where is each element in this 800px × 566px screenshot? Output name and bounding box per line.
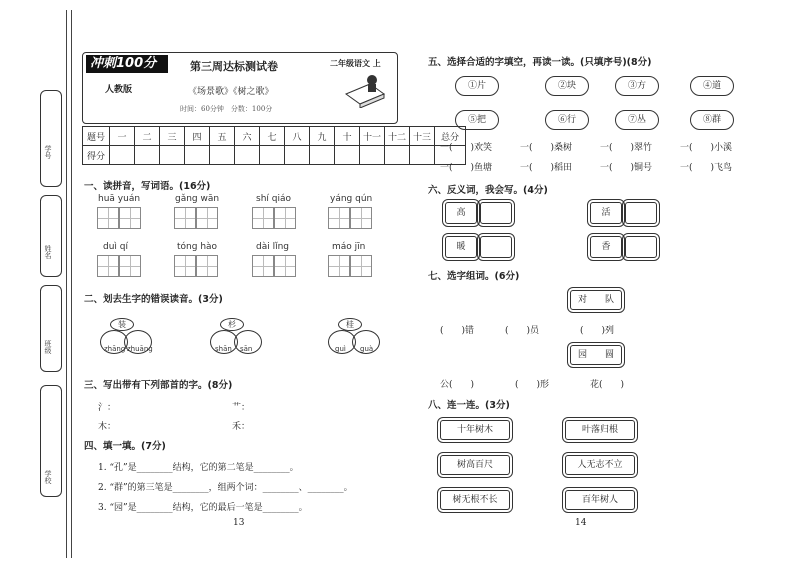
table-cell: 六 (235, 127, 260, 146)
fill-line[interactable]: 1. “孔”是________结构，它的第二笔是________。 (98, 463, 299, 473)
score-cell[interactable] (385, 146, 410, 165)
sidebar-box-class (40, 285, 62, 372)
table-cell: 三 (160, 127, 185, 146)
pinyin: máo jīn (332, 242, 366, 252)
leaf-char: 装 (110, 318, 134, 331)
subtitle: 《场景歌》《树之歌》 (188, 87, 274, 97)
fill-line[interactable]: 3. “园”是________结构，它的最后一笔是________。 (98, 503, 308, 513)
radical-label: 艹： (232, 403, 251, 413)
page-number-right: 14 (575, 518, 587, 528)
test-title: 第三周达标测试卷 (190, 60, 278, 73)
option-oval: ⑤把 (455, 110, 499, 130)
q3-title: 三、写出带有下列部首的字。(8分) (84, 380, 233, 391)
writing-grid[interactable] (97, 207, 119, 229)
pinyin-option[interactable]: shān (215, 345, 232, 353)
word-card: 活 (590, 202, 622, 224)
char-pair-card: 园 圆 (570, 345, 622, 365)
answer-card[interactable] (480, 202, 512, 224)
table-cell: 四 (185, 127, 210, 146)
writing-grid[interactable] (328, 255, 350, 277)
table-cell: 题号 (83, 127, 110, 146)
score-table-header-row (83, 127, 466, 146)
pinyin: tóng hào (177, 242, 218, 252)
sidebar-box-name (40, 195, 62, 277)
table-cell: 八 (285, 127, 310, 146)
compound-blank[interactable]: 公( ) (440, 380, 475, 390)
sidebar-label-class: 班级 (44, 340, 52, 354)
compound-blank[interactable]: ( )形 (515, 380, 550, 390)
idiom-card-right[interactable]: 百年树人 (565, 490, 635, 510)
pinyin-option[interactable]: guì (335, 345, 346, 353)
sidebar-label-name: 姓名 (44, 245, 52, 259)
table-cell: 十二 (385, 127, 410, 146)
score-cell[interactable] (360, 146, 385, 165)
option-oval: ⑥行 (545, 110, 589, 130)
q7-title: 七、选字组词。(6分) (428, 271, 520, 282)
fill-line[interactable]: 2. “群”的第三笔是________，组两个词：________、________。 (98, 483, 353, 493)
idiom-card-left[interactable]: 十年树木 (440, 420, 510, 440)
q8-title: 八、连一连。(3分) (428, 400, 510, 411)
pinyin-option[interactable]: zhuāng (127, 345, 153, 353)
q6-title: 六、反义词，我会写。(4分) (428, 185, 548, 196)
table-cell: 九 (310, 127, 335, 146)
radical-label: 木： (98, 422, 117, 432)
compound-blank[interactable]: ( )错 (440, 326, 475, 336)
measure-phrase[interactable]: 一( )翠竹 (600, 143, 653, 153)
score-cell[interactable] (210, 146, 235, 165)
score-cell[interactable] (235, 146, 260, 165)
writing-grid[interactable] (328, 207, 350, 229)
writing-grid[interactable] (174, 255, 196, 277)
q2-title: 二、划去生字的错误读音。(3分) (84, 294, 223, 305)
measure-phrase[interactable]: 一( )鱼塘 (440, 163, 493, 173)
pinyin: shí qiáo (256, 194, 291, 204)
pinyin-option[interactable]: guà (360, 345, 374, 353)
pinyin: duì qí (103, 242, 128, 252)
writing-grid[interactable] (252, 255, 274, 277)
pinyin-option[interactable]: zhāng (104, 345, 126, 353)
brand-logo: 冲刺100分 (86, 55, 168, 73)
option-oval: ④道 (690, 76, 734, 96)
compound-blank[interactable]: ( )列 (580, 326, 615, 336)
word-card: 高 (445, 202, 477, 224)
answer-card[interactable] (625, 202, 657, 224)
score-cell[interactable] (335, 146, 360, 165)
score-cell[interactable] (135, 146, 160, 165)
q4-title: 四、填一填。(7分) (84, 441, 166, 452)
writing-grid[interactable] (119, 255, 141, 277)
sidebar-box-student-id (40, 90, 62, 187)
table-cell: 五 (210, 127, 235, 146)
page-number-left: 13 (233, 518, 245, 528)
score-cell[interactable] (260, 146, 285, 165)
compound-blank[interactable]: 花( ) (590, 380, 625, 390)
pinyin: dài lǐng (256, 242, 290, 252)
time-score-meta: 时间：60分钟 分数：100分 (180, 105, 273, 113)
sidebar-label-school: 学校 (44, 470, 52, 484)
writing-grid[interactable] (119, 207, 141, 229)
writing-grid[interactable] (350, 255, 372, 277)
option-oval: ①片 (455, 76, 499, 96)
binding-line (66, 10, 67, 558)
q5-title: 五、选择合适的字填空，再读一读。(只填序号)(8分) (428, 57, 652, 68)
table-cell: 七 (260, 127, 285, 146)
pinyin-option[interactable]: sān (240, 345, 253, 353)
word-card: 暖 (445, 236, 477, 258)
leaf-char: 杉 (220, 318, 244, 331)
table-cell: 得分 (83, 146, 110, 165)
idiom-card-right[interactable]: 叶落归根 (565, 420, 635, 440)
answer-card[interactable] (625, 236, 657, 258)
measure-phrase[interactable]: 一( )稻田 (520, 163, 573, 173)
option-oval: ⑧群 (690, 110, 734, 130)
table-cell: 十三 (410, 127, 435, 146)
option-oval: ③方 (615, 76, 659, 96)
pinyin: huā yuán (98, 194, 141, 204)
table-cell: 二 (135, 127, 160, 146)
writing-grid[interactable] (274, 207, 296, 229)
score-cell[interactable] (285, 146, 310, 165)
radical-label: 氵： (98, 403, 117, 413)
score-cell[interactable] (410, 146, 435, 165)
pinyin: gǎng wān (175, 194, 220, 204)
radical-label: 禾： (232, 422, 251, 432)
desk-illustration (342, 72, 386, 108)
table-cell: 总分 (435, 127, 466, 146)
q1-title: 一、读拼音，写词语。(16分) (84, 181, 211, 192)
score-table (82, 126, 466, 165)
score-cell[interactable] (310, 146, 335, 165)
compound-blank[interactable]: ( )员 (505, 326, 540, 336)
writing-grid[interactable] (274, 255, 296, 277)
table-cell: 十 (335, 127, 360, 146)
writing-grid[interactable] (196, 255, 218, 277)
measure-phrase[interactable]: 一( )欢笑 (440, 143, 493, 153)
idiom-card-left[interactable]: 树高百尺 (440, 455, 510, 475)
grade-label: 二年级语文 上 (330, 58, 381, 68)
table-cell: 十一 (360, 127, 385, 146)
option-oval: ⑦丛 (615, 110, 659, 130)
idiom-card-left[interactable]: 树无根不长 (440, 490, 510, 510)
writing-grid[interactable] (350, 207, 372, 229)
measure-phrase[interactable]: 一( )飞鸟 (680, 163, 733, 173)
table-cell: 一 (110, 127, 135, 146)
score-cell[interactable] (160, 146, 185, 165)
word-card: 香 (590, 236, 622, 258)
char-pair-card: 对 队 (570, 290, 622, 310)
measure-phrase[interactable]: 一( )桑树 (520, 143, 573, 153)
pinyin: yáng qún (330, 194, 373, 204)
score-cell[interactable] (185, 146, 210, 165)
sidebar-label-student-id: 学号 (44, 145, 52, 159)
edition-label: 人教版 (105, 85, 133, 95)
idiom-card-right[interactable]: 人无志不立 (565, 455, 635, 475)
leaf-char: 桂 (338, 318, 362, 331)
binding-line-inner (71, 10, 72, 558)
option-oval: ②块 (545, 76, 589, 96)
writing-grid[interactable] (97, 255, 119, 277)
measure-phrase[interactable]: 一( )小溪 (680, 143, 733, 153)
answer-card[interactable] (480, 236, 512, 258)
score-cell[interactable] (110, 146, 135, 165)
score-table-score-row (83, 146, 466, 165)
writing-grid[interactable] (196, 207, 218, 229)
writing-grid[interactable] (174, 207, 196, 229)
measure-phrase[interactable]: 一( )铜号 (600, 163, 653, 173)
writing-grid[interactable] (252, 207, 274, 229)
